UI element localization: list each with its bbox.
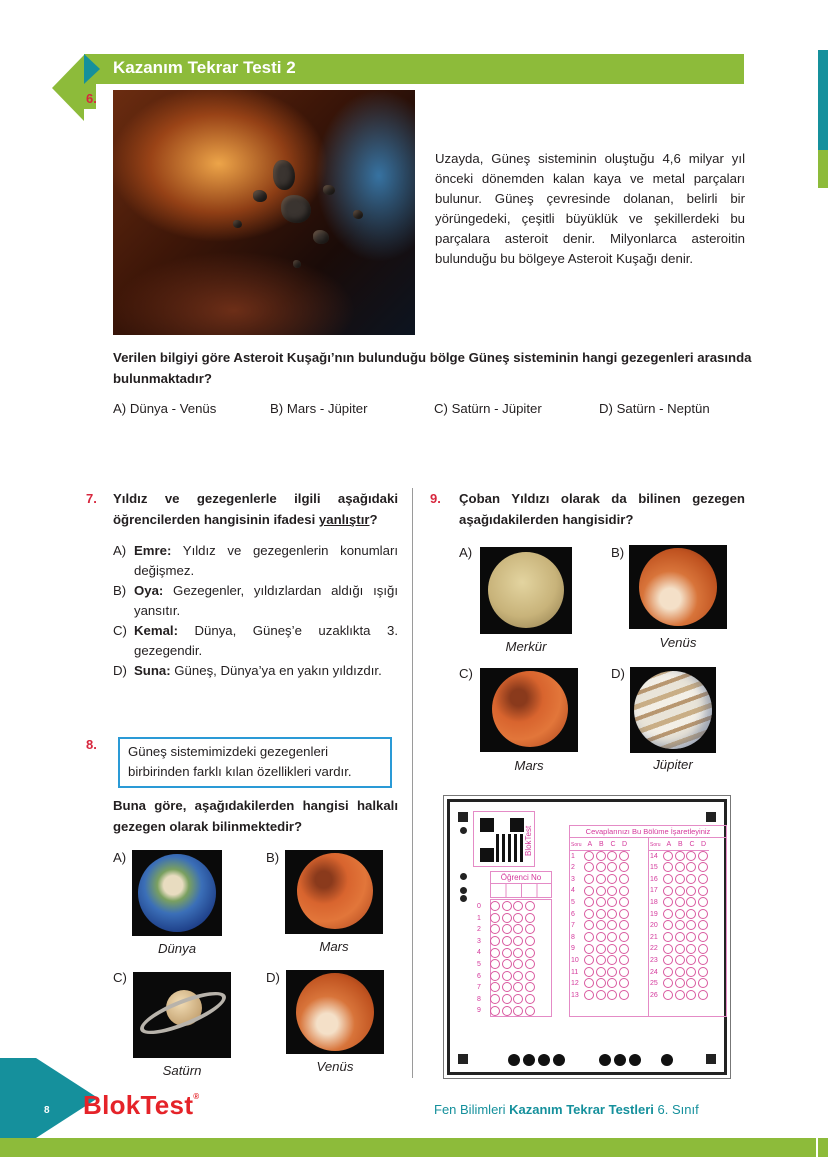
answer-bubble[interactable] (525, 982, 535, 992)
answer-bubble[interactable] (584, 990, 594, 1000)
answer-bubble[interactable] (607, 967, 617, 977)
answer-bubble[interactable] (663, 944, 673, 954)
header-triangle-icon (84, 54, 100, 84)
answer-row: 12 (570, 978, 630, 990)
answer-bubble[interactable] (686, 955, 696, 965)
answer-row: 15 (649, 862, 709, 874)
answer-bubble[interactable] (490, 901, 500, 911)
jupiter-image (630, 667, 716, 753)
answer-bubble[interactable] (698, 862, 708, 872)
answer-bubble[interactable] (502, 924, 512, 934)
answer-bubble[interactable] (686, 897, 696, 907)
answer-bubble[interactable] (490, 1006, 500, 1016)
answer-bubble[interactable] (596, 944, 606, 954)
answer-bubble[interactable] (675, 851, 685, 861)
q9-number: 9. (430, 491, 441, 506)
q6-option-c[interactable]: C) Satürn - Jüpiter (434, 401, 542, 416)
answer-row: 5 (570, 897, 630, 909)
answer-bubble[interactable] (686, 874, 696, 884)
answer-bubble[interactable] (619, 955, 629, 965)
answer-row: 4 (570, 885, 630, 897)
answer-row: 13 (570, 990, 630, 1002)
qr-box (473, 811, 535, 867)
answer-bubble[interactable] (619, 897, 629, 907)
q9-option-c-caption: Mars (514, 758, 544, 773)
answer-bubble[interactable] (584, 874, 594, 884)
q7-emphasis: yanlıştır (318, 512, 370, 527)
q7-option-c[interactable]: C) Kemal: Dünya, Güneş’e uzaklıkta 3. gezegendir. (113, 623, 398, 658)
answer-bubble[interactable] (607, 909, 617, 919)
corner-marker (706, 812, 716, 822)
footer-bar (0, 1138, 816, 1157)
q9-option-a-caption: Merkür (505, 639, 547, 654)
footer-teal-shape (0, 1058, 36, 1138)
answer-row: 20 (649, 920, 709, 932)
answer-bubble[interactable] (675, 897, 685, 907)
answer-row: 17 (649, 885, 709, 897)
corner-marker (458, 812, 468, 822)
answer-bubble[interactable] (698, 897, 708, 907)
answer-bubble[interactable] (675, 967, 685, 977)
answer-bubble[interactable] (675, 978, 685, 988)
mercury-image (480, 547, 572, 634)
answers-title: Cevaplarınızı Bu Bölüme İşaretleyiniz (570, 826, 726, 838)
answer-bubble[interactable] (596, 920, 606, 930)
asteroid-belt-image (113, 90, 415, 335)
q9-option-d-caption: Jüpiter (653, 757, 693, 772)
answer-bubble[interactable] (619, 874, 629, 884)
venus-image (286, 970, 384, 1054)
answer-bubble[interactable] (686, 886, 696, 896)
answer-bubble[interactable] (675, 862, 685, 872)
answer-bubble[interactable] (584, 978, 594, 988)
answer-bubble[interactable] (663, 920, 673, 930)
q8-option-b-caption: Mars (319, 939, 349, 954)
answer-bubble[interactable] (525, 971, 535, 981)
student-no-row: 5 (476, 959, 536, 971)
answer-bubble[interactable] (607, 944, 617, 954)
answer-row: 26 (649, 990, 709, 1002)
answer-bubble[interactable] (502, 959, 512, 969)
student-no-row: 1 (476, 913, 536, 925)
answer-bubble[interactable] (686, 990, 696, 1000)
answer-bubble[interactable] (686, 909, 696, 919)
answer-bubble[interactable] (513, 994, 523, 1004)
mars-image (480, 668, 578, 752)
answers-area (569, 825, 727, 1017)
answer-bubble[interactable] (596, 851, 606, 861)
answer-bubble[interactable] (525, 959, 535, 969)
answer-bubble[interactable] (596, 862, 606, 872)
q8-option-a-label[interactable]: A) (113, 850, 127, 865)
answer-bubble[interactable] (698, 909, 708, 919)
answer-bubble[interactable] (513, 936, 523, 946)
answer-row: 25 (649, 978, 709, 990)
form-brand-vertical: BlokTest (524, 825, 533, 856)
q7-option-b[interactable]: B) Oya: Gezegenler, yıldızlardan aldığı ışığı yansıtır. (113, 583, 398, 618)
q8-option-c-label[interactable]: C) (113, 970, 127, 985)
answer-bubble[interactable] (607, 862, 617, 872)
answer-bubble[interactable] (502, 1006, 512, 1016)
q8-info-box: Güneş sistemimizdeki gezegenleri birbirinden farklı kılan özellikleri vardır. (118, 737, 392, 788)
answer-bubble[interactable] (607, 978, 617, 988)
answer-bubble[interactable] (502, 982, 512, 992)
answer-bubble[interactable] (619, 909, 629, 919)
answer-bubble[interactable] (663, 990, 673, 1000)
student-no-row: 4 (476, 947, 536, 959)
answer-bubble[interactable] (663, 932, 673, 942)
q8-number: 8. (86, 737, 97, 752)
answer-bubble[interactable] (596, 932, 606, 942)
answer-bubble[interactable] (619, 886, 629, 896)
answer-row: 2 (570, 862, 630, 874)
answer-bubble[interactable] (584, 932, 594, 942)
brand-logo: BlokTest® (83, 1090, 200, 1120)
answer-bubble[interactable] (619, 990, 629, 1000)
timing-dot (460, 827, 467, 834)
answer-bubble[interactable] (490, 948, 500, 958)
answer-bubble[interactable] (502, 948, 512, 958)
optical-answer-form (443, 795, 731, 1079)
mars-image (285, 850, 383, 934)
answer-bubble[interactable] (607, 990, 617, 1000)
q6-question: Verilen bilgiyi göre Asteroit Kuşağı’nın bulunduğu bölge Güneş sisteminin hangi gezegenleri arasında bulunmaktadır? (113, 350, 752, 386)
answer-bubble[interactable] (513, 924, 523, 934)
student-no-row: 3 (476, 936, 536, 948)
answer-bubble[interactable] (584, 955, 594, 965)
answer-bubble[interactable] (698, 990, 708, 1000)
q8-option-c-caption: Satürn (162, 1063, 202, 1078)
page-number: 8 (44, 1105, 50, 1116)
choice-header: Soru A B C D (649, 839, 709, 851)
answer-bubble[interactable] (525, 901, 535, 911)
answer-row: 19 (649, 909, 709, 921)
answer-bubble[interactable] (663, 886, 673, 896)
q6-passage: Uzayda, Güneş sisteminin oluştuğu 4,6 milyar yıl önceki dönemden kalan kaya ve metal parçaları bulunur. Güneş çevresinde dolanan, belirli bir yörüngedeki, çeşitli büyüklük ve şekillerdeki bu parçalara asteroit denir. Milyonlarca asteroitin bulunduğu bu bölgeye Asteroit Kuşağı denir. (435, 151, 745, 266)
answer-bubble[interactable] (513, 982, 523, 992)
q9-option-d-label[interactable]: D) (611, 666, 625, 681)
answer-row: 9 (570, 943, 630, 955)
answer-bubble[interactable] (513, 959, 523, 969)
answer-bubble[interactable] (686, 851, 696, 861)
answer-bubble[interactable] (675, 920, 685, 930)
answer-row: 18 (649, 897, 709, 909)
answer-bubble[interactable] (490, 924, 500, 934)
answer-bubble[interactable] (619, 944, 629, 954)
q9-option-b-caption: Venüs (659, 635, 697, 650)
answer-bubble[interactable] (663, 897, 673, 907)
answer-bubble[interactable] (686, 920, 696, 930)
answer-bubble[interactable] (584, 967, 594, 977)
answer-row: 8 (570, 932, 630, 944)
answer-bubble[interactable] (675, 944, 685, 954)
q8-question: Buna göre, aşağıdakilerden hangisi halkalı gezegen olarak bilinmektedir? (113, 798, 398, 834)
answer-row: 24 (649, 967, 709, 979)
answer-row: 6 (570, 909, 630, 921)
answer-bubble[interactable] (619, 862, 629, 872)
answer-bubble[interactable] (607, 932, 617, 942)
answer-bubble[interactable] (502, 901, 512, 911)
answer-bubble[interactable] (663, 874, 673, 884)
footer-bar-right (818, 1138, 828, 1157)
student-no-input[interactable] (490, 884, 552, 898)
q8-option-d-label[interactable]: D) (266, 970, 280, 985)
answer-row: 22 (649, 943, 709, 955)
student-no-row: 6 (476, 971, 536, 983)
answer-bubble[interactable] (675, 955, 685, 965)
answer-bubble[interactable] (619, 967, 629, 977)
answer-bubble[interactable] (675, 990, 685, 1000)
answer-bubble[interactable] (596, 909, 606, 919)
student-no-label: Öğrenci No (490, 871, 552, 884)
answer-bubble[interactable] (502, 936, 512, 946)
venus-image (629, 545, 727, 629)
answer-row: 14 (649, 851, 709, 863)
q8-option-a-caption: Dünya (157, 941, 197, 956)
answer-col-1 (570, 839, 630, 1001)
answer-bubble[interactable] (490, 959, 500, 969)
answer-bubble[interactable] (607, 874, 617, 884)
answer-bubble[interactable] (663, 851, 673, 861)
choice-header: Soru A B C D (570, 839, 630, 851)
answer-bubble[interactable] (513, 901, 523, 911)
student-no-bubbles (476, 901, 536, 1017)
answer-bubble[interactable] (490, 936, 500, 946)
answer-bubble[interactable] (698, 886, 708, 896)
q9-option-a-label[interactable]: A) (459, 545, 473, 560)
answer-bubble[interactable] (525, 994, 535, 1004)
answer-bubble[interactable] (619, 920, 629, 930)
answer-row: 21 (649, 932, 709, 944)
q9-question: Çoban Yıldızı olarak da bilinen gezegen aşağıdakilerden hangisidir? (459, 491, 745, 527)
answer-bubble[interactable] (596, 886, 606, 896)
earth-image (132, 850, 222, 936)
answer-bubble[interactable] (525, 936, 535, 946)
answer-bubble[interactable] (698, 874, 708, 884)
answer-bubble[interactable] (584, 886, 594, 896)
answer-bubble[interactable] (525, 913, 535, 923)
answer-bubble[interactable] (584, 897, 594, 907)
answer-row: 1 (570, 851, 630, 863)
answer-row: 16 (649, 874, 709, 886)
answer-bubble[interactable] (490, 971, 500, 981)
answer-bubble[interactable] (596, 874, 606, 884)
answer-bubble[interactable] (607, 886, 617, 896)
answer-bubble[interactable] (698, 932, 708, 942)
column-divider (412, 488, 413, 1078)
answer-bubble[interactable] (490, 982, 500, 992)
answer-bubble[interactable] (513, 1006, 523, 1016)
edge-tab-green (818, 150, 828, 188)
answer-bubble[interactable] (490, 994, 500, 1004)
header-arrow-icon (52, 55, 84, 121)
answer-bubble[interactable] (584, 920, 594, 930)
answer-bubble[interactable] (584, 909, 594, 919)
answer-bubble[interactable] (619, 978, 629, 988)
answer-row: 3 (570, 874, 630, 886)
timing-dot (460, 887, 467, 894)
answer-bubble[interactable] (619, 851, 629, 861)
answer-bubble[interactable] (663, 909, 673, 919)
student-no-row: 9 (476, 1005, 536, 1017)
q7-option-d[interactable]: D) Suna: Güneş, Dünya’ya en yakın yıldızdır. (113, 663, 382, 678)
answer-bubble[interactable] (686, 932, 696, 942)
answer-bubble[interactable] (525, 924, 535, 934)
corner-marker (458, 1054, 468, 1064)
qr-code-icon (480, 818, 524, 862)
q8-option-d-caption: Venüs (316, 1059, 354, 1074)
q6-option-b[interactable]: B) Mars - Jüpiter (270, 401, 368, 416)
q7-number: 7. (86, 491, 97, 506)
answer-bubble[interactable] (596, 897, 606, 907)
answer-bubble[interactable] (663, 967, 673, 977)
answer-bubble[interactable] (596, 990, 606, 1000)
q7-options (113, 541, 398, 681)
timing-dot (460, 873, 467, 880)
answer-col-2 (649, 839, 709, 1001)
answer-bubble[interactable] (698, 944, 708, 954)
answer-bubble[interactable] (502, 971, 512, 981)
answer-bubble[interactable] (584, 862, 594, 872)
q7-question: Yıldız ve gezegenlerle ilgili aşağıdaki öğrencilerden hangisinin ifadesi yanlıştır? (113, 491, 398, 527)
answer-bubble[interactable] (698, 920, 708, 930)
answer-bubble[interactable] (663, 978, 673, 988)
answer-bubble[interactable] (513, 913, 523, 923)
student-no-row: 8 (476, 994, 536, 1006)
footer-series-title: Fen Bilimleri Kazanım Tekrar Testleri 6. Sınıf (434, 1102, 699, 1117)
answer-row: 23 (649, 955, 709, 967)
answer-bubble[interactable] (686, 967, 696, 977)
student-no-row: 7 (476, 982, 536, 994)
q6-number: 6. (86, 91, 97, 106)
answer-bubble[interactable] (607, 897, 617, 907)
answer-bubble[interactable] (607, 955, 617, 965)
answer-bubble[interactable] (502, 913, 512, 923)
q7-option-a[interactable]: A) Emre: Yıldız ve gezegenlerin konumları değişmez. (113, 543, 398, 578)
answer-bubble[interactable] (675, 932, 685, 942)
answer-bubble[interactable] (513, 971, 523, 981)
q9-option-c-label[interactable]: C) (459, 666, 473, 681)
answer-row: 7 (570, 920, 630, 932)
q6-option-a[interactable]: A) Dünya - Venüs (113, 401, 217, 416)
answer-bubble[interactable] (675, 886, 685, 896)
corner-marker (706, 1054, 716, 1064)
answer-bubble[interactable] (607, 920, 617, 930)
answer-bubble[interactable] (698, 851, 708, 861)
answer-bubble[interactable] (513, 948, 523, 958)
answer-row: 10 (570, 955, 630, 967)
answer-bubble[interactable] (596, 955, 606, 965)
answer-bubble[interactable] (525, 948, 535, 958)
answer-bubble[interactable] (584, 944, 594, 954)
answer-form-frame (447, 799, 727, 1075)
answer-bubble[interactable] (607, 851, 617, 861)
answer-bubble[interactable] (686, 944, 696, 954)
answer-bubble[interactable] (596, 978, 606, 988)
q8-option-b-label[interactable]: B) (266, 850, 280, 865)
answer-bubble[interactable] (584, 851, 594, 861)
student-no-row: 2 (476, 924, 536, 936)
answer-bubble[interactable] (698, 978, 708, 988)
answer-bubble[interactable] (502, 994, 512, 1004)
student-no-row: 0 (476, 901, 536, 913)
answer-row: 11 (570, 967, 630, 979)
answer-bubble[interactable] (686, 862, 696, 872)
answer-bubble[interactable] (675, 874, 685, 884)
answer-bubble[interactable] (490, 913, 500, 923)
answer-bubble[interactable] (698, 967, 708, 977)
answer-bubble[interactable] (619, 932, 629, 942)
answer-bubble[interactable] (663, 955, 673, 965)
answer-bubble[interactable] (698, 955, 708, 965)
timing-dot (460, 895, 467, 902)
saturn-image (133, 972, 231, 1058)
answer-bubble[interactable] (663, 862, 673, 872)
answer-bubble[interactable] (525, 1006, 535, 1016)
answer-bubble[interactable] (675, 909, 685, 919)
answer-bubble[interactable] (596, 967, 606, 977)
q9-option-b-label[interactable]: B) (611, 545, 625, 560)
answer-bubble[interactable] (686, 978, 696, 988)
q6-option-d[interactable]: D) Satürn - Neptün (599, 401, 710, 416)
page-title: Kazanım Tekrar Testi 2 (113, 58, 296, 77)
edge-tab-teal (818, 50, 828, 150)
